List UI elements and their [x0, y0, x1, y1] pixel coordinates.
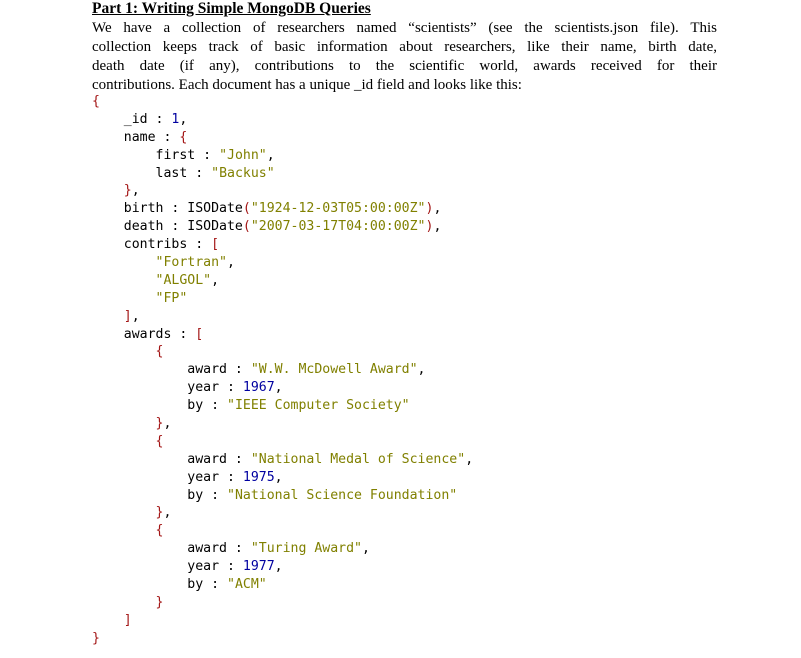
code-line: year : 1967, [187, 380, 283, 396]
code-line: by : "National Science Foundation" [187, 487, 458, 503]
code-line: awards : [ [123, 326, 204, 342]
code-line: _id : 1, [123, 111, 188, 127]
code-line: award : "Turing Award", [187, 541, 370, 557]
code-line: year : 1975, [187, 469, 283, 485]
code-line: "ALGOL", [155, 272, 220, 288]
code-line: birth : ISODate("1924-12-03T05:00:00Z"), [123, 201, 442, 217]
paragraph-line: contributions. Each document has a unique _id field and looks like this: [92, 77, 522, 93]
code-line: } [155, 594, 164, 610]
code-line: year : 1977, [187, 559, 283, 575]
section-heading: Part 1: Writing Simple MongoDB Queries [92, 0, 371, 17]
code-line: by : "IEEE Computer Society" [187, 398, 410, 414]
code-line: name : { [123, 129, 188, 145]
code-line: death : ISODate("2007-03-17T04:00:00Z"), [123, 219, 442, 235]
paragraph-line: death date (if any), contributions to the scientific world, awards received for their [92, 58, 717, 74]
code-line: { [155, 433, 164, 449]
paragraph-line: We have a collection of researchers named “scientists” (see the scientists.json file). This [92, 20, 717, 36]
code-line: award : "W.W. McDowell Award", [187, 362, 426, 378]
code-line: { [155, 344, 164, 360]
example-document-code [92, 93, 473, 648]
intro-paragraph [92, 19, 717, 95]
code-line: by : "ACM" [187, 577, 267, 593]
code-line: "FP" [155, 290, 188, 306]
code-line: "Fortran", [155, 255, 235, 271]
code-line: } [92, 630, 100, 646]
code-line: first : "John", [155, 147, 275, 163]
code-line: ], [123, 308, 140, 324]
code-line: ] [123, 612, 132, 628]
code-line: { [92, 94, 100, 109]
code-line: }, [155, 505, 172, 521]
paragraph-line: collection keeps track of basic information about researchers, like their name, birth date, [92, 39, 717, 55]
code-line: contribs : [ [123, 237, 220, 253]
code-line: { [155, 523, 164, 539]
code-line: award : "National Medal of Science", [187, 451, 474, 467]
code-line: }, [123, 183, 140, 199]
code-line: }, [155, 416, 172, 432]
code-line: last : "Backus" [155, 165, 275, 181]
